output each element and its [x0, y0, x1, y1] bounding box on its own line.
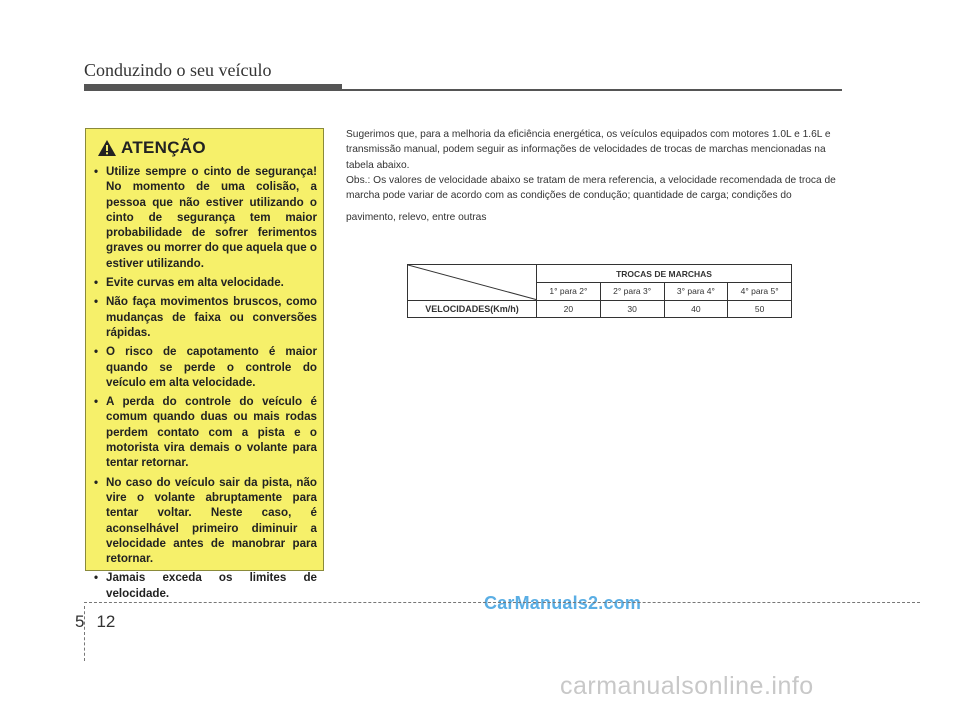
gear-shift-table: [407, 264, 792, 318]
warning-list: [93, 164, 317, 601]
warning-item: • O risco de capotamento é maior quando se perde o controle do veículo em alta velocidade.: [93, 344, 317, 390]
warning-triangle-icon: [97, 139, 117, 157]
table-cell: 40: [664, 300, 728, 318]
diagonal-line: [408, 265, 536, 300]
warning-item: • A perda do controle do veículo é comum quando duas ou mais rodas perdem contato com a pista e o motorista vira demais o volante para tentar retornar.: [93, 394, 317, 470]
table-cell: 20: [537, 300, 601, 318]
warning-item: • Utilize sempre o cinto de segurança! No momento de uma colisão, a pessoa que não estiver utilizando o cinto de segurança tem maior probabilidade de sofrer ferimentos graves ou morrer do que aquela que o estiver utilizando.: [93, 164, 317, 271]
page-index: 12: [96, 612, 116, 631]
page-header-title: Conduzindo o seu veículo: [84, 60, 272, 80]
header-bar: [84, 84, 342, 91]
warning-item: • Evite curvas em alta velocidade.: [93, 275, 317, 290]
header-rule: [342, 89, 842, 91]
table-column-header: 4° para 5°: [728, 283, 792, 301]
table-row-label: VELOCIDADES(Km/h): [408, 300, 537, 318]
warning-item: • Jamais exceda os limites de velocidade.: [93, 570, 317, 601]
table-cell: 30: [600, 300, 664, 318]
warning-box: [85, 128, 324, 600]
body-paragraph: Obs.: Os valores de velocidade abaixo se tratam de mera referencia, a velocidade recomendada de troca de marcha pode variar de acordo com as condições de condução; quantidade de carga; condições do: [346, 174, 836, 202]
warning-item: • Não faça movimentos bruscos, como mudanças de faixa ou conversões rápidas.: [93, 294, 317, 340]
body-paragraph: Sugerimos que, para a melhoria da eficiência energética, os veículos equipados com motores 1.0L e 1.6L e transmissão manual, podem seguir as informações de velocidades de trocas de marchas mencionadas na tabela abaixo.: [346, 129, 831, 171]
warning-item: • No caso do veículo sair da pista, não vire o volante abruptamente para tentar voltar. Neste caso, é aconselhável primeiro diminuir a velocidade antes de manobrar para retornar.: [93, 475, 317, 567]
table-column-header: 3° para 4°: [664, 283, 728, 301]
footer-rule: [84, 602, 920, 603]
page-section: 5: [75, 612, 85, 631]
watermark-bottom: carmanualsonline.info: [560, 672, 814, 700]
table-column-header: 2° para 3°: [600, 283, 664, 301]
table-group-header: TROCAS DE MARCHAS: [537, 265, 792, 283]
warning-title: ATENÇÃO: [121, 138, 206, 157]
table-corner-cell: [408, 265, 537, 301]
watermark-top: CarManuals2.com: [484, 593, 642, 613]
page-number: [75, 612, 115, 632]
table-cell: 50: [728, 300, 792, 318]
body-text: [346, 127, 846, 226]
table-column-header: 1° para 2°: [537, 283, 601, 301]
body-paragraph: pavimento, relevo, entre outras: [346, 212, 487, 224]
warning-header: [97, 138, 317, 158]
